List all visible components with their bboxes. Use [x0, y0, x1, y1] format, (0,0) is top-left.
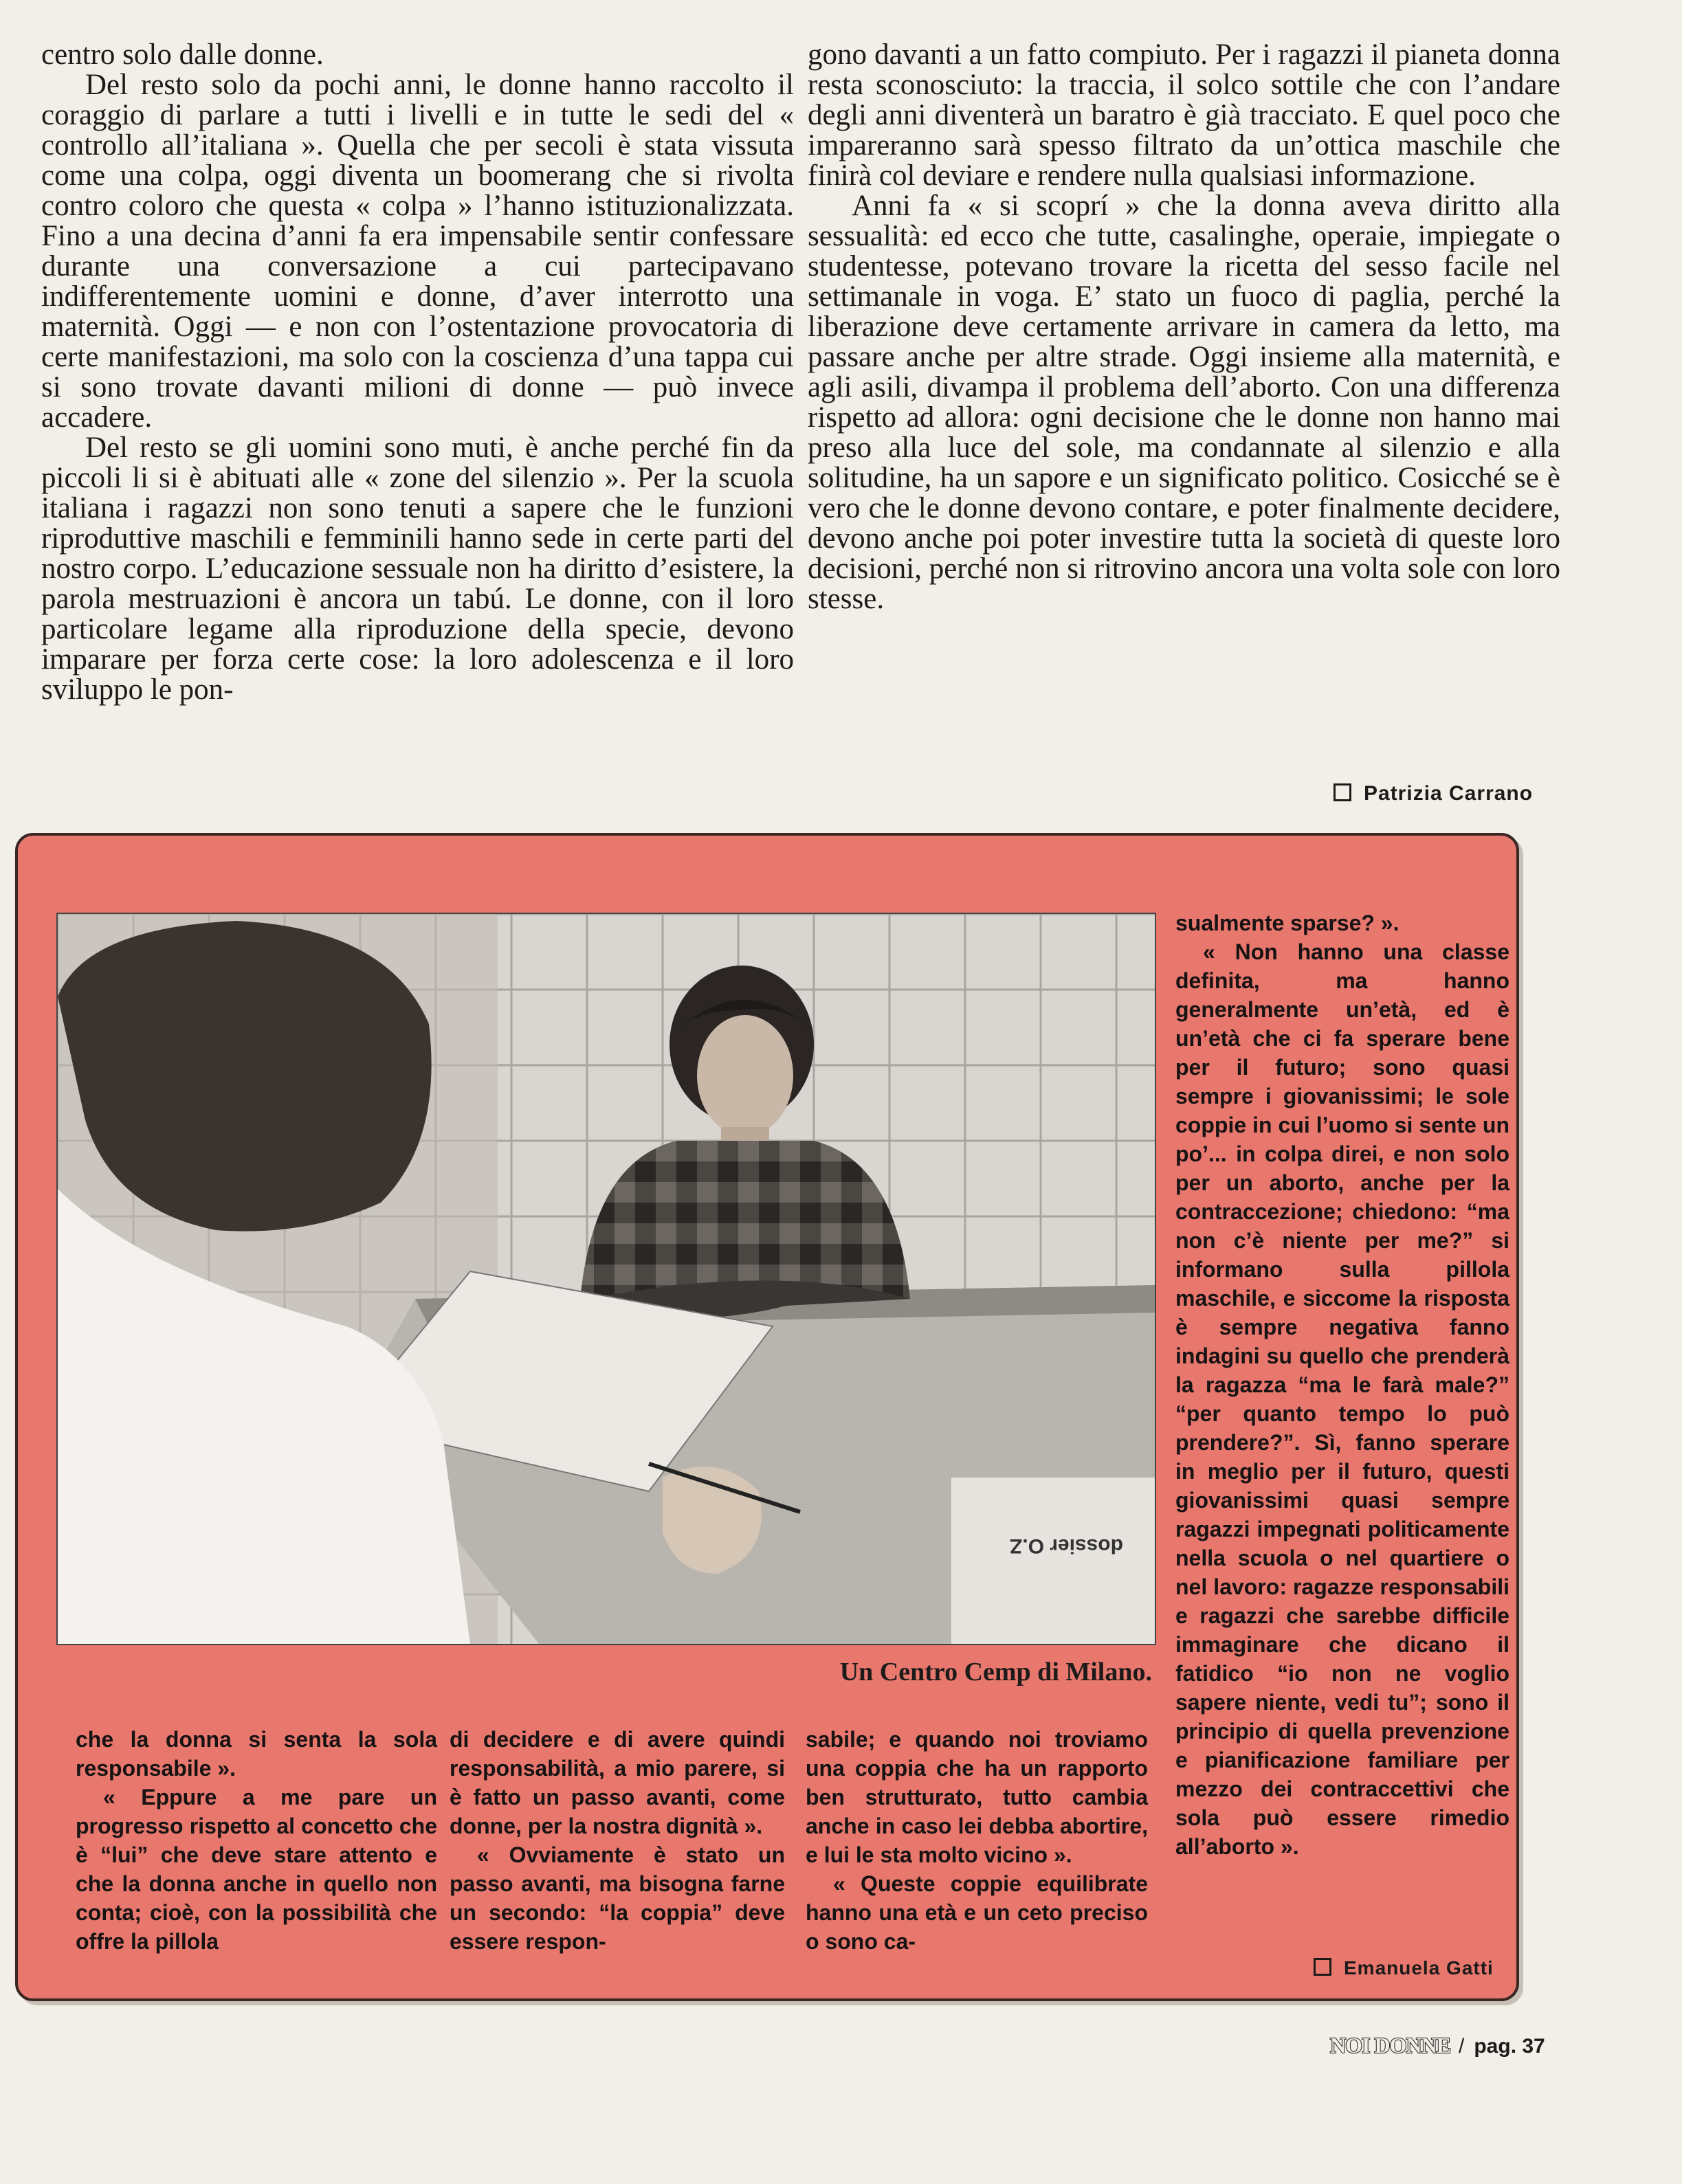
interview-paragraph: « Eppure a me pare un progresso rispetto al concetto che è “lui” che deve stare attento e che la donna anche in quello non conta; cioè, con la possibilità che offre la pillola [76, 1785, 437, 1954]
square-bullet-icon [1314, 1958, 1331, 1976]
article-paragraph: Anni fa « si scoprí » che la donna aveva diritto alla sessualità: ed ecco che tutte, casalinghe, operaie, impiegate o studentesse, potevano trovare la ricetta del sesso facile nel settimanale in voga. E’ stato un fuoco di paglia, perché la liberazione deve certamente arrivare in camera da letto, ma passare anche per altre strade. Oggi insieme alla maternità, e agli asili, divampa il problema dell’aborto. Con una differenza rispetto ad allora: ogni decisione che le donne non hanno mai preso alla luce del sole, ma condannate al silenzio e alla solitudine, ha un sapore e un significato politico. Cosicché se è vero che le donne devono contare, e poter finalmente decidere, devono anche poi poter investire tutta la società di queste loro decisioni, perché non si ritrovino ancora una volta sole con loro stesse. [808, 190, 1560, 615]
author-name: Emanuela Gatti [1344, 1957, 1494, 1979]
interview-column-4 [1175, 909, 1509, 1861]
magazine [951, 1478, 1155, 1644]
article-signature [1334, 782, 1533, 805]
magazine-logo: NOI DONNE [1330, 2033, 1451, 2058]
interview-paragraph: « Non hanno una classe definita, ma hanno generalmente un’età, ed è un’età che ci fa sperare bene per il futuro; sono quasi sempre i giovanissimi; le sole coppie in cui l’uomo si sente un po’... in colpa direi, e non solo per un aborto, anche per la contraccezione; chiedono: “ma non c’è niente per me?” si informano sulla pillola maschile, e siccome la risposta è sempre negativa fanno indagini su quello che prenderà la ragazza “ma le farà male?” “per quanto tempo lo può prendere?”. Sì, fanno sperare in meglio per il futuro, questi giovanissimi quasi sempre ragazzi impegnati politicamente nella scuola o nel quartiere o nel lavoro: ragazze responsabili e ragazzi che sarebbe difficile immaginare che dicano il fatidico “io non ne voglio sapere niente, vedi tu”; sono il principio di quella prevenzione e pianificazione familiare per mezzo dei contraccettivi che sola può essere rimedio all’aborto ». [1175, 939, 1509, 1859]
author-name: Patrizia Carrano [1364, 782, 1534, 805]
page-number: pag. 37 [1474, 2035, 1545, 2058]
square-bullet-icon [1334, 783, 1351, 801]
page-footer [1330, 2033, 1545, 2058]
interview-paragraph: che la donna si senta la sola responsabile ». [76, 1727, 437, 1781]
interview-paragraph: sabile; e quando noi troviamo una coppia che ha un rapporto ben strutturato, tutto cambia anche in caso lei debba abortire, e lui le sta molto vicino ». [806, 1727, 1148, 1867]
interview-paragraph: sualmente sparse? ». [1175, 911, 1399, 935]
interview-signature [1314, 1957, 1494, 1979]
interview-paragraph: di decidere e di avere quindi responsabilità, a mio parere, si è fatto un passo avanti, come donne, per la nostra dignità ». [450, 1727, 785, 1838]
footer-separator: / [1459, 2035, 1465, 2058]
article-paragraph: centro solo dalle donne. [41, 38, 324, 71]
photo-caption: Un Centro Cemp di Milano. [839, 1658, 1152, 1686]
magazine-title: dossier O.Z [1009, 1535, 1123, 1557]
article-right-column [808, 40, 1560, 614]
article-paragraph: Del resto solo da pochi anni, le donne hanno raccolto il coraggio di parlare a tutti i livelli e in tutte le sedi del « controllo all’italiana ». Quella che per secoli è stata vissuta come una colpa, oggi diventa un boomerang che si rivolta contro coloro che questa « colpa » l’hanno istituzionalizzata. Fino a una decina d’anni fa era impensabile sentir confessare durante una conversazione a cui partecipavano indifferentemente uomini e donne, d’aver interrotto una maternità. Oggi — e non con l’ostentazione provocatoria di certe manifestazioni, ma solo con la coscienza d’una tappa cui si sono trovate davanti milioni di donne — può invece accadere. [41, 69, 794, 434]
interview-paragraph: « Queste coppie equilibrate hanno una età e un ceto preciso o sono ca- [806, 1871, 1148, 1954]
interview-column-2 [450, 1725, 785, 1956]
photo-illustration [58, 914, 1155, 1644]
interview-box [15, 833, 1519, 2001]
interview-column-1 [76, 1725, 437, 1956]
interview-column-3 [806, 1725, 1148, 1956]
woman-face [697, 1015, 793, 1136]
article-paragraph: gono davanti a un fatto compiuto. Per i ragazzi il pianeta donna resta sconosciuto: la traccia, il solco sottile che con l’andare degli anni diventerà un baratro è già tracciato. E quel poco che impareranno sarà spesso filtrato da un’ottica maschile che finirà col deviare e rendere nulla qualsiasi informazione. [808, 38, 1560, 192]
article-paragraph: Del resto se gli uomini sono muti, è anche perché fin da piccoli li si è abituati alle « zone del silenzio ». Per la scuola italiana i ragazzi non sono tenuti a sapere che le funzioni riproduttive maschili e femminili hanno sede in certe parti del nostro corpo. L’educazione sessuale non ha diritto d’esistere, la parola mestruazioni è ancora un tabú. Le donne, con il loro particolare legame alla riproduzione della specie, devono imparare per forza certe cose: la loro adolescenza e il loro sviluppo le pon- [41, 432, 794, 706]
photo-cemp-centre [56, 913, 1156, 1645]
interview-paragraph: « Ovviamente è stato un passo avanti, ma bisogna farne un secondo: “la coppia” deve essere respon- [450, 1842, 785, 1954]
article-left-column [41, 40, 794, 705]
